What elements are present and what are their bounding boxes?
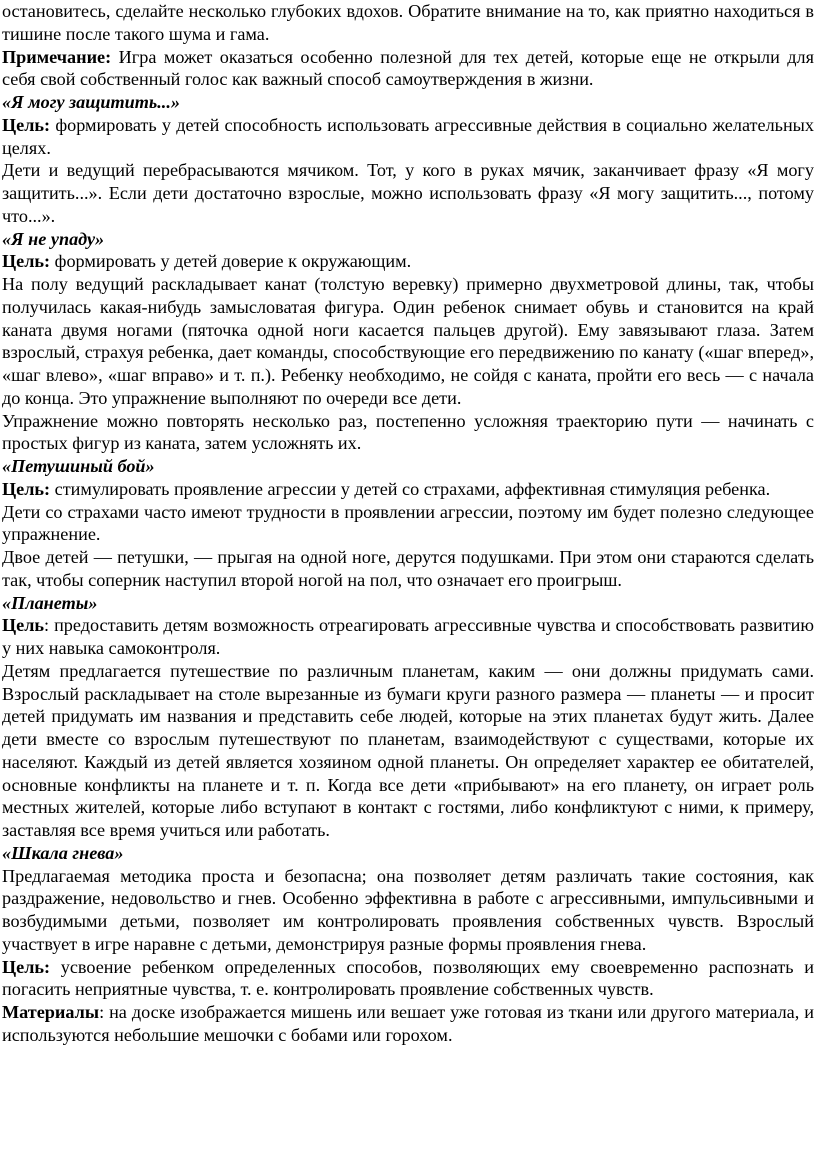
goal-paragraph [2,614,814,660]
paragraph [2,410,814,456]
materials-label: Материалы [2,1002,100,1022]
goal-paragraph [2,956,814,1002]
materials-paragraph [2,1001,814,1047]
goal-label: Цель: [2,114,51,135]
paragraph-text: Дети со страхами часто имеют трудности в проявлении агрессии, поэтому им будет полезно следующее упражнение. [2,501,814,545]
paragraph-text: Упражнение можно повторять несколько раз, постепенно усложняя траекторию пути — начинать с простых фигур из каната, затем усложнять их. [2,410,814,454]
paragraph [2,865,814,956]
goal-paragraph [2,114,814,160]
note-label: Примечание: [2,46,112,67]
goal-paragraph [2,478,814,501]
paragraph [2,660,814,842]
paragraph-text: усвоение ребенком определенных способов, позволяющих ему своевременно распознать и погасить неприятные чувства, т. е. контролировать проявление собственных чувств. [2,956,814,1000]
note-paragraph [2,46,814,92]
paragraph [2,501,814,547]
paragraph-text: Игра может оказаться особенно полезной для тех детей, которые еще не открыли для себя свой собственный голос как важный способ самоутверждения в жизни. [2,46,814,90]
paragraph [2,159,814,227]
goal-label: Цель: [2,956,51,977]
paragraph-text: Дети и ведущий перебрасываются мячиком. Тот, у кого в руках мячик, заканчивает фразу «Я могу защитить...». Если дети достаточно взрослые, можно использовать фразу «Я могу защитить..., потому что...». [2,160,814,226]
paragraph-text: остановитесь, сделайте несколько глубоких вдохов. Обратите внимание на то, как приятно находиться в тишине после такого шума и гама. [2,1,814,44]
game-heading: «Планеты» [2,592,98,613]
paragraph-text: На полу ведущий раскладывает канат (толстую веревку) примерно двухметровой длины, так, чтобы получилась какая-нибудь замысловатая фигура. Один ребенок снимает обувь и становится на край каната двумя ногами (пяточка одной ноги касается пальцев другой). Ему завязывают глаза. Затем взрослый, страхуя ребенка, дает команды, способствующие его передвижению по канату («шаг вперед», «шаг влево», «шаг вправо» и т. п.). Ребенку необходимо, не сойдя с каната, пройти его весь — с начала до конца. Это упражнение выполняют по очереди все дети. [2,274,814,408]
paragraph [2,273,814,410]
paragraph-text: стимулировать проявление агрессии у детей со страхами, аффективная стимуляция ребенка. [50,478,771,499]
goal-paragraph [2,250,814,273]
paragraph-text: : предоставить детям возможность отреагировать агрессивные чувства и способствовать развитию у них навыка самоконтроля. [2,615,814,658]
paragraph-text: формировать у детей доверие к окружающим. [50,251,412,272]
game-heading: «Петушиный бой» [2,456,155,476]
game-heading: «Шкала гнева» [2,842,124,863]
paragraph [2,546,814,592]
paragraph-text: Предлагаемая методика проста и безопасна; она позволяет детям различать такие состояния, как раздражение, недовольство и гнев. Особенно эффективна в работе с агрессивными, импульсивными и возбудимыми детьми, позволяет им контролировать проявления собственных чувств. Взрослый участвует в игре наравне с детьми, демонстрируя разные формы проявления гнева. [2,865,814,954]
paragraph-text: Детям предлагается путешествие по различным планетам, каким — они должны придумать сами. Взрослый раскладывает на столе вырезанные из бумаги круги разного размера — планеты — и просит детей придумать им названия и представить себе людей, которые на этих планетах будут жить. Далее дети вместе со взрослым путешествуют по планетам, взаимодействуют с существами, которые их населяют. Каждый из детей является хозяином одной планеты. Он определяет характер ее обитателей, основные конфликты на планете и т. п. Когда все дети «прибывают» на его планету, он играет роль местных жителей, которые либо вступают в контакт с гостями, либо конфликтуют с ними, к примеру, заставляя все время учиться или работать. [2,660,814,840]
game-heading: «Я не упаду» [2,228,105,249]
goal-label: Цель: [2,478,51,499]
paragraph-text: Двое детей — петушки, — прыгая на одной ноге, дерутся подушками. При этом они стараются сделать так, чтобы соперник наступил второй ногой на пол, что означает его проигрыш. [2,547,814,590]
paragraph [2,0,814,46]
game-heading: «Я могу защитить...» [2,92,180,112]
paragraph-text: формировать у детей способность использовать агрессивные действия в социально желательных целях. [2,114,814,158]
paragraph-text: : на доске изображается мишень или вешает уже готовая из ткани или другого материала, и используются небольшие мешочки с бобами или горохом. [2,1002,814,1045]
goal-label: Цель: [2,251,51,272]
goal-label: Цель [2,615,45,636]
